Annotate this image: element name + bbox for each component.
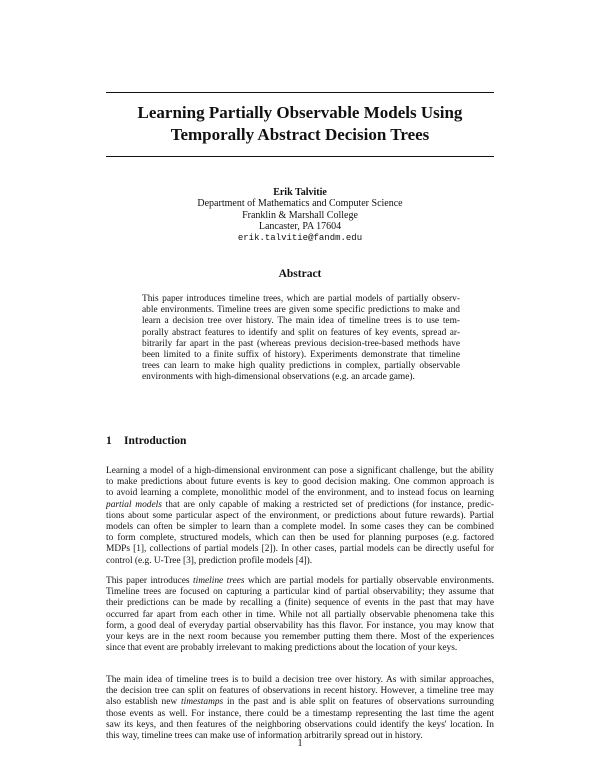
intro-paragraph-3: [106, 675, 494, 742]
paragraph-line: their predictions can be made by recalling a (finite) sequence of events in the past that may have: [106, 598, 494, 609]
author-name: Erik Talvitie: [273, 187, 327, 198]
section-number: 1: [106, 435, 112, 447]
section-heading-introduction: [106, 435, 186, 447]
abstract-line: trees can learn to make high quality predictions in complex, partially observable: [142, 361, 460, 372]
intro-paragraph-1: [106, 466, 494, 567]
paragraph-line: form, a good deal of everyday partial observability has this flavor. For instance, you may know that: [106, 620, 494, 631]
author-institution: Franklin & Marshall College: [242, 209, 358, 221]
title-line-1: Learning Partially Observable Models Using: [137, 103, 463, 122]
section-title: Introduction: [124, 435, 187, 447]
paragraph-text: that are only capable of making a restricted set of predictions (for instance, predic-: [161, 499, 494, 510]
intro-paragraph-2: [106, 576, 494, 654]
paragraph-line: models can often be simpler to learn than a complete model. In some cases they can be combined: [106, 522, 494, 533]
paragraph-line: occurred far apart from each other in time. While not all partially observable phenomena take this: [106, 609, 494, 620]
abstract-line: been limited to a finite suffix of history). Experiments demonstrate that timeline: [142, 350, 460, 361]
paragraph-line: tions about some particular aspect of the environment, or predictions about future rewards). Partial: [106, 510, 494, 521]
title-top-rule: [106, 92, 494, 93]
page-number: 1: [297, 738, 303, 749]
emphasis-partial-models: partial models: [106, 499, 162, 510]
paragraph-text: This paper introduces: [106, 576, 193, 586]
emphasis-timeline-trees: timeline trees: [193, 576, 245, 586]
title-bottom-rule: [106, 156, 494, 157]
paragraph-line: the decision tree can split on features of observations in recent history. However, a timeline tree may: [106, 686, 494, 697]
paragraph-line: Timeline trees are focused on capturing a particular kind of partial observability; they assume that: [106, 587, 494, 598]
paragraph-line: The main idea of timeline trees is to build a decision tree over history. As with similar approaches,: [106, 675, 494, 685]
paragraph-line: since that event are probably irrelevant to making predictions about the location of your keys.: [106, 643, 458, 654]
author-block: [100, 187, 500, 244]
paragraph-line: MDPs [1], collections of partial models [2]). In other cases, partial models can be directly useful for: [106, 544, 494, 555]
abstract-line: environments with high-dimensional observations (e.g. an arcade game).: [142, 372, 415, 383]
paragraph-line: your keys are in the next room because you remember putting them there. Most of the experiences: [106, 632, 494, 643]
paragraph-line: this way, timeline trees can make use of information arbitrarily spread out in history.: [106, 731, 423, 742]
emphasis-timestamps: timestamps: [181, 697, 224, 708]
abstract-line: learn a decision tree over history. The main idea of timeline trees is to use tem-: [142, 316, 460, 327]
paper-title: [80, 102, 520, 146]
paragraph-text: in the past and is able split on features of observations surrounding: [223, 697, 494, 708]
author-department: Department of Mathematics and Computer Science: [197, 198, 403, 210]
paragraph-line: control (e.g. U-Tree [3], prediction profile models [4]).: [106, 555, 313, 566]
abstract-line: This paper introduces timeline trees, which are partial models of partially observ-: [142, 294, 460, 304]
paragraph-line: saw its keys, and then features of the neighboring observations could identify the keys' location. In: [106, 719, 494, 730]
paragraph-text: also establish new: [106, 697, 181, 708]
paragraph-line: [106, 697, 494, 708]
paragraph-line: [106, 576, 494, 587]
author-email[interactable]: erik.talvitie@fandm.edu: [237, 232, 363, 243]
paragraph-text: which are partial models for partially observable environments.: [244, 576, 494, 586]
abstract-line: porally abstract features to identify and split on features of key events, spread ar-: [142, 327, 460, 338]
abstract-line: bitrarily far apart in the past (whereas previous decision-tree-based methods have: [142, 338, 460, 349]
abstract-line: able environments. Timeline trees are given some specific predictions to make and: [142, 305, 460, 316]
paragraph-line: those events as well. For instance, there could be a timestamp representing the last time the agent: [106, 708, 494, 719]
paragraph-line: to form complete, structured models, which can then be used for planning purposes (e.g. factored: [106, 533, 494, 544]
title-line-2: Temporally Abstract Decision Trees: [170, 125, 430, 144]
abstract-heading: Abstract: [278, 268, 322, 280]
abstract-body: [142, 294, 460, 384]
paragraph-line: to make predictions about future events is key to good decision making. One common approach is: [106, 477, 494, 488]
author-location: Lancaster, PA 17604: [258, 221, 342, 233]
paragraph-line: [106, 500, 494, 511]
paragraph-line: Learning a model of a high-dimensional environment can pose a significant challenge, but the ability: [106, 466, 494, 476]
paragraph-line: to avoid learning a complete, monolithic model of the environment, and to instead focus on learning: [106, 488, 494, 499]
